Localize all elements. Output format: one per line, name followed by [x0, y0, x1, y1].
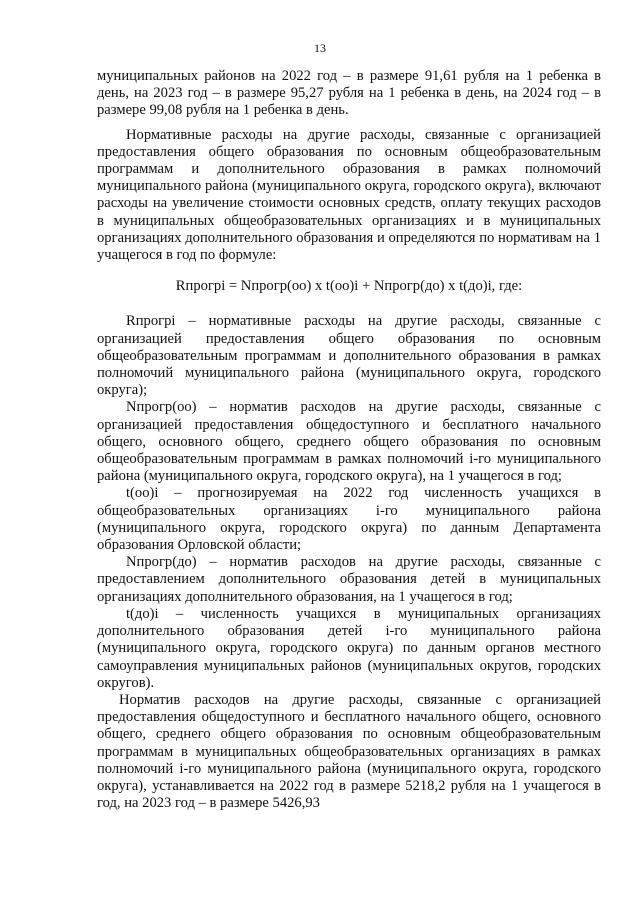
document-body: [97, 68, 601, 812]
definition-rprogr: Rпрогрi – нормативные расходы на другие расходы, связанные с организацией предоставления общего образования по основным общеобразовательным программам и дополнительного образования в рамках полномочий муниципального района (муниципального округа, городского округа);: [97, 313, 601, 399]
page-number: 13: [314, 41, 326, 55]
definition-t-oo: t(оо)i – прогнозируемая на 2022 год численность учащихся в общеобразовательных организациях i-го муниципального района (муниципального округа, городского округа) по данным Департамента образования Орловской области;: [97, 485, 601, 554]
definition-t-do: t(до)i – численность учащихся в муниципальных организациях дополнительного образования детей i-го муниципального района (муниципального округа, городского округа) по данным органов местного самоуправления муниципальных районов (муниципальных округов, городских округов).: [97, 605, 601, 691]
paragraph-continuation: муниципальных районов на 2022 год – в размере 91,61 рубля на 1 ребенка в день, на 2023 год – в размере 95,27 рубля на 1 ребенка в день, на 2024 год – в размере 99,08 рубля на 1 ребенка в день.: [97, 68, 601, 119]
paragraph-normative-value: Норматив расходов на другие расходы, связанные с организацией предоставления общедоступного и бесплатного начального общего, основного общего, среднего общего образования по основным общеобразовательным программам в муниципальных общеобразовательных организациях в рамках полномочий i-го муниципального района (муниципального округа, городского округа), устанавливается на 2022 год в размере 5218,2 рубля на 1 учащегося в год, на 2023 год – в размере 5426,93: [97, 691, 601, 812]
definition-nprogr-do: Nпрогр(до) – норматив расходов на другие расходы, связанные с предоставлением дополнительного образования детей в муниципальных организациях дополнительного образования, на 1 учащегося в год;: [97, 554, 601, 605]
definition-nprogr-oo: Nпрогр(оо) – норматив расходов на другие расходы, связанные с организацией предоставления общедоступного и бесплатного начального общего, основного общего, среднего общего образования по основным общеобразовательным программам в рамках полномочий i-го муниципального района (муниципального округа, городского округа), на 1 учащегося в год;: [97, 399, 601, 485]
paragraph-normative-expenses: Нормативные расходы на другие расходы, связанные с организацией предоставления общего образования по основным общеобразовательным программам и дополнительного образования в рамках полномочий муниципального района (муниципального округа, городского округа), включают расходы на увеличение стоимости основных средств, оплату текущих расходов в муниципальных общеобразовательных организациях и в муниципальных организациях дополнительного образования и определяются по нормативам на 1 учащегося в год по формуле:: [97, 126, 601, 264]
formula: Rпрогрi = Nпрогр(оо) х t(оо)i + Nпрогр(до) х t(до)i, где:: [175, 278, 523, 295]
